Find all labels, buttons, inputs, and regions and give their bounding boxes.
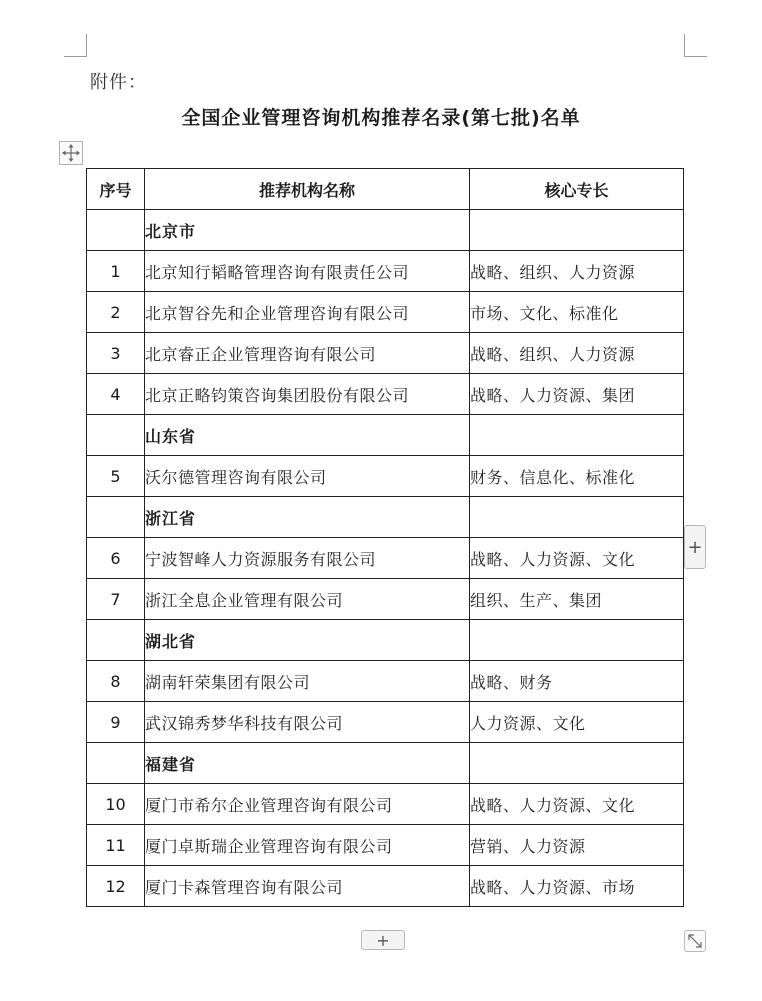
row-institution-name: 北京智谷先和企业管理咨询有限公司 (145, 292, 470, 333)
row-core-expertise: 战略、人力资源、文化 (470, 784, 684, 825)
table-row (87, 456, 684, 497)
region-seq-cell (87, 743, 145, 784)
row-core-expertise: 组织、生产、集团 (470, 579, 684, 620)
resize-icon (685, 931, 705, 951)
attachment-label: 附件： (90, 72, 147, 93)
region-name: 山东省 (145, 415, 470, 456)
row-core-expertise: 营销、人力资源 (470, 825, 684, 866)
table-move-handle[interactable] (59, 141, 83, 165)
region-seq-cell (87, 210, 145, 251)
row-institution-name: 厦门卓斯瑞企业管理咨询有限公司 (145, 825, 470, 866)
table-row (87, 538, 684, 579)
region-spec-cell (470, 743, 684, 784)
row-institution-name: 浙江全息企业管理有限公司 (145, 579, 470, 620)
table-row (87, 374, 684, 415)
header-seq: 序号 (87, 169, 145, 210)
row-institution-name: 宁波智峰人力资源服务有限公司 (145, 538, 470, 579)
table-body (87, 210, 684, 907)
row-institution-name: 湖南轩荣集团有限公司 (145, 661, 470, 702)
row-seq: 8 (87, 661, 145, 702)
row-core-expertise: 战略、财务 (470, 661, 684, 702)
table-row (87, 251, 684, 292)
row-core-expertise: 战略、人力资源、集团 (470, 374, 684, 415)
table-header-row (87, 169, 684, 210)
table-row (87, 292, 684, 333)
header-spec: 核心专长 (470, 169, 684, 210)
region-row (87, 620, 684, 661)
crop-mark-top-right (684, 34, 707, 57)
row-institution-name: 北京正略钧策咨询集团股份有限公司 (145, 374, 470, 415)
row-institution-name: 武汉锦秀梦华科技有限公司 (145, 702, 470, 743)
row-institution-name: 厦门卡森管理咨询有限公司 (145, 866, 470, 907)
crop-mark-top-left (64, 34, 87, 57)
region-spec-cell (470, 620, 684, 661)
row-core-expertise: 战略、人力资源、市场 (470, 866, 684, 907)
region-name: 浙江省 (145, 497, 470, 538)
row-core-expertise: 财务、信息化、标准化 (470, 456, 684, 497)
row-core-expertise: 人力资源、文化 (470, 702, 684, 743)
region-spec-cell (470, 210, 684, 251)
region-name: 福建省 (145, 743, 470, 784)
row-core-expertise: 战略、人力资源、文化 (470, 538, 684, 579)
row-core-expertise: 战略、组织、人力资源 (470, 333, 684, 374)
header-name: 推荐机构名称 (145, 169, 470, 210)
region-row (87, 415, 684, 456)
row-core-expertise: 市场、文化、标准化 (470, 292, 684, 333)
row-seq: 12 (87, 866, 145, 907)
table-resize-handle[interactable] (684, 930, 706, 952)
region-name: 北京市 (145, 210, 470, 251)
row-seq: 6 (87, 538, 145, 579)
row-core-expertise: 战略、组织、人力资源 (470, 251, 684, 292)
table-row (87, 702, 684, 743)
region-seq-cell (87, 497, 145, 538)
table-row (87, 866, 684, 907)
table-row (87, 825, 684, 866)
document-title: 全国企业管理咨询机构推荐名录(第七批)名单 (181, 107, 581, 129)
row-institution-name: 沃尔德管理咨询有限公司 (145, 456, 470, 497)
region-seq-cell (87, 620, 145, 661)
plus-icon: + (687, 536, 703, 558)
institution-table (86, 168, 684, 907)
row-institution-name: 北京知行韬略管理咨询有限责任公司 (145, 251, 470, 292)
plus-icon: + (376, 930, 390, 950)
row-seq: 9 (87, 702, 145, 743)
row-seq: 10 (87, 784, 145, 825)
row-institution-name: 厦门市希尔企业管理咨询有限公司 (145, 784, 470, 825)
row-institution-name: 北京睿正企业管理咨询有限公司 (145, 333, 470, 374)
row-seq: 7 (87, 579, 145, 620)
row-seq: 4 (87, 374, 145, 415)
region-name: 湖北省 (145, 620, 470, 661)
row-seq: 11 (87, 825, 145, 866)
add-column-button[interactable] (684, 525, 706, 569)
region-spec-cell (470, 497, 684, 538)
table-row (87, 333, 684, 374)
region-row (87, 497, 684, 538)
region-spec-cell (470, 415, 684, 456)
row-seq: 5 (87, 456, 145, 497)
table-row (87, 579, 684, 620)
table-row (87, 784, 684, 825)
region-row (87, 210, 684, 251)
table-row (87, 661, 684, 702)
add-row-button[interactable] (361, 930, 405, 950)
row-seq: 1 (87, 251, 145, 292)
region-seq-cell (87, 415, 145, 456)
move-icon (60, 142, 82, 164)
region-row (87, 743, 684, 784)
row-seq: 3 (87, 333, 145, 374)
row-seq: 2 (87, 292, 145, 333)
